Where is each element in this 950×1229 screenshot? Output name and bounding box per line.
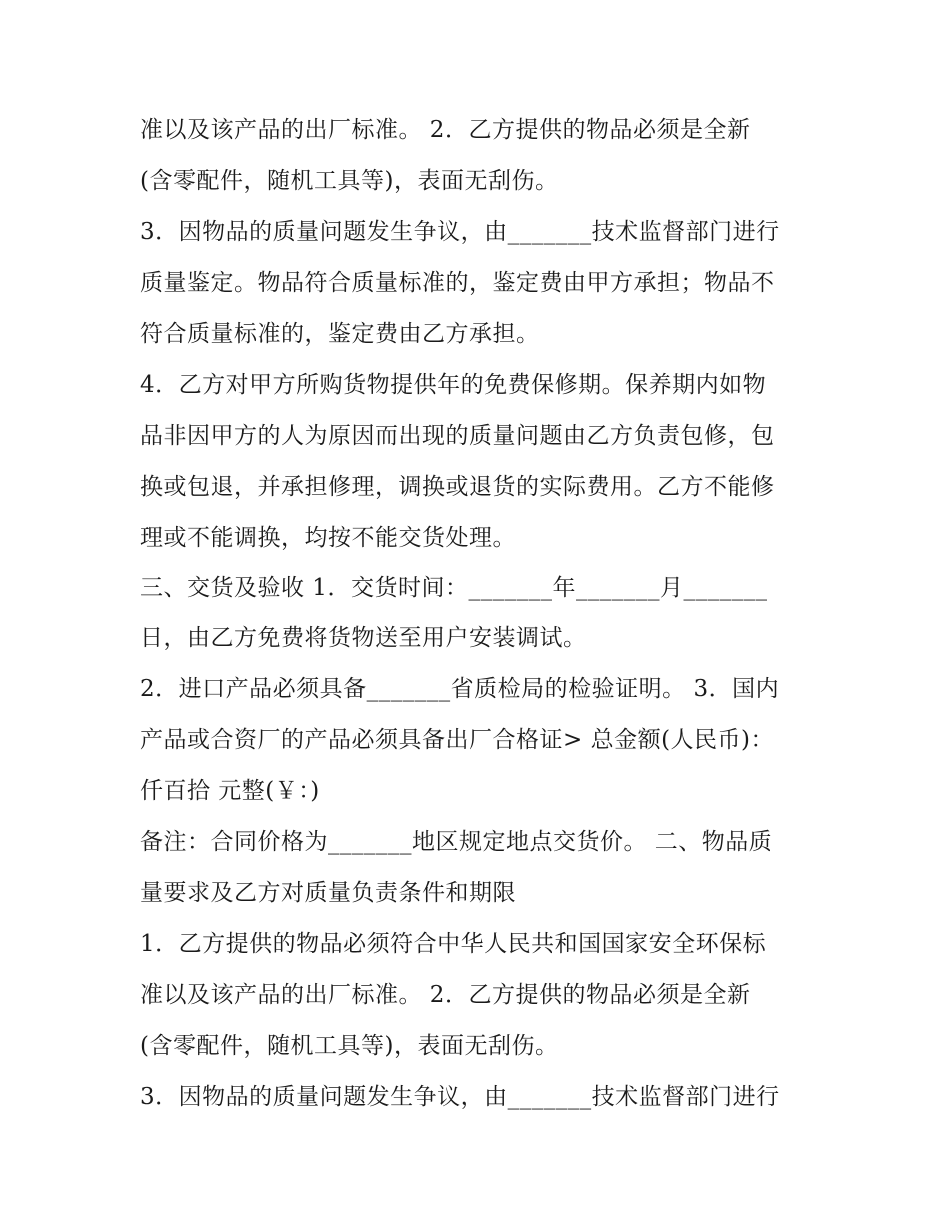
text-line-1: 准以及该产品的出厂标准。 2．乙方提供的物品必须是全新 (140, 117, 751, 143)
text-line-6: 4．乙方对甲方所购货物提供年的免费保修期。保养期内如物 (140, 372, 767, 398)
text-line-14: 仟百拾 元整(￥：) (140, 778, 320, 804)
text-line-16: 量要求及乙方对质量负责条件和期限 (140, 880, 516, 906)
text-line-9: 理或不能调换，均按不能交货处理。 (140, 525, 516, 551)
text-line-5: 符合质量标准的，鉴定费由乙方承担。 (140, 321, 540, 347)
text-line-2: (含零配件，随机工具等)，表面无刮伤。 (140, 168, 559, 194)
text-line-12: 2．进口产品必须具备_______省质检局的检验证明。 3．国内 (140, 676, 780, 702)
text-line-19: (含零配件，随机工具等)，表面无刮伤。 (140, 1033, 559, 1059)
text-line-13: 产品或合资厂的产品必须具备出厂合格证> 总金额(人民币)： (140, 727, 775, 753)
text-line-15: 备注：合同价格为_______地区规定地点交货价。 二、物品质 (140, 829, 773, 855)
text-line-7: 品非因甲方的人为原因而出现的质量问题由乙方负责包修，包 (140, 423, 775, 449)
text-line-4: 质量鉴定。物品符合质量标准的，鉴定费由甲方承担；物品不 (140, 270, 775, 296)
text-line-3: 3．因物品的质量问题发生争议，由_______技术监督部门进行 (140, 219, 780, 245)
text-line-20: 3．因物品的质量问题发生争议，由_______技术监督部门进行 (140, 1084, 780, 1110)
text-line-10: 三、交货及验收 1．交货时间：_______年_______月_______ (140, 575, 768, 601)
text-line-11: 日，由乙方免费将货物送至用户安装调试。 (140, 625, 587, 651)
text-line-8: 换或包退，并承担修理，调换或退货的实际费用。乙方不能修 (140, 474, 775, 500)
text-line-18: 准以及该产品的出厂标准。 2．乙方提供的物品必须是全新 (140, 982, 751, 1008)
text-line-17: 1．乙方提供的物品必须符合中华人民共和国国家安全环保标 (140, 931, 767, 957)
